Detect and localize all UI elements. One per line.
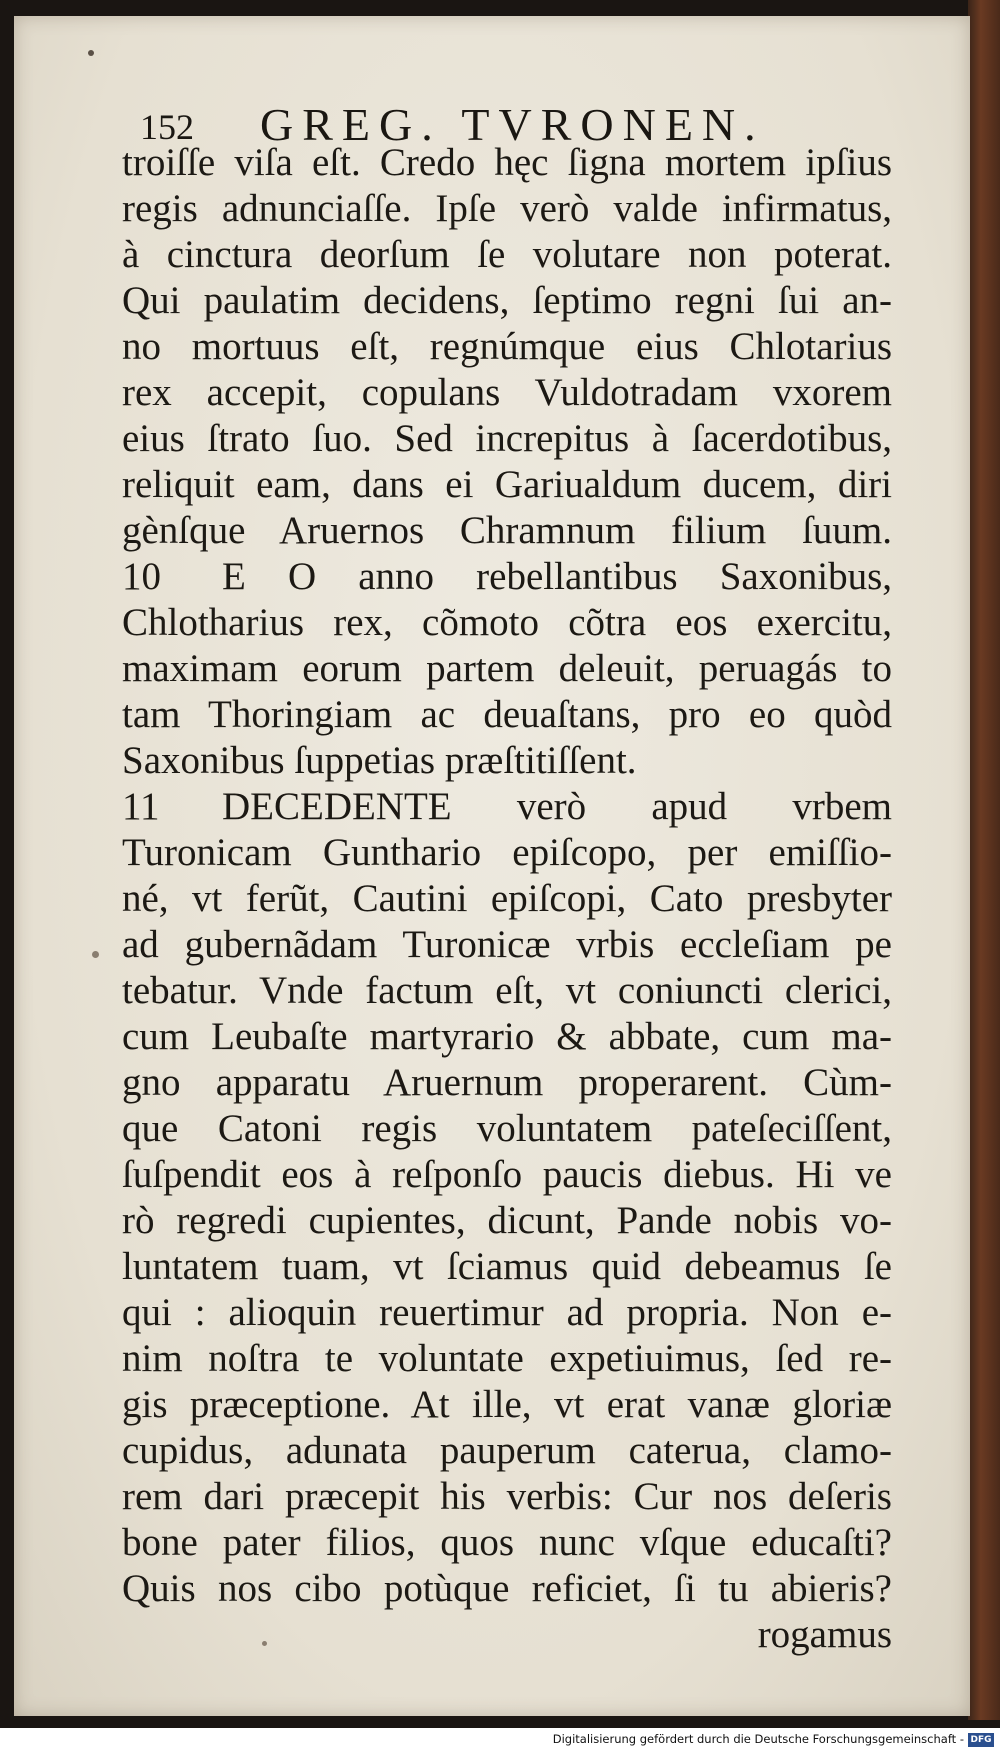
chapter-number-11: 11 <box>122 785 160 828</box>
chapter-number-10: 10 <box>122 555 161 598</box>
text-line: reliquit eam, dans ei Gariualdum ducem, diri <box>122 463 892 506</box>
text-line: qui : alioquin reuertimur ad propria. Non e- <box>122 1291 892 1334</box>
text-line: rex accepit, copulans Vuldotradam vxorem <box>122 371 892 414</box>
text-line: Saxonibus ſuppetias præſtitiſſent. <box>122 739 637 782</box>
funding-credit: Digitalisierung gefördert durch die Deutsche Forschungsgemeinschaft - <box>552 1732 964 1746</box>
paper-speck <box>88 50 94 56</box>
text-line: no mortuus eſt, regnúmque eius Chlotarius <box>122 325 892 368</box>
text-line: gno apparatu Aruernum properarent. Cùm- <box>122 1061 892 1104</box>
text-line: gis præceptione. At ille, vt erat vanæ gloriæ <box>122 1383 892 1426</box>
text-line: né, vt ferũt, Cautini epiſcopi, Cato presbyter <box>122 877 892 920</box>
text-line: tam Thoringiam ac deuaſtans, pro eo quòd <box>122 693 892 736</box>
page-number: 152 <box>140 107 194 147</box>
catchword: rogamus <box>757 1613 892 1656</box>
text-line: DECEDENTE verò apud vrbem <box>222 785 892 828</box>
running-head: GREG. TVRONEN. <box>260 99 765 150</box>
text-line: eius ſtrato ſuo. Sed increpitus à ſacerdotibus, <box>122 417 892 460</box>
text-line: Qui paulatim decidens, ſeptimo regni ſui an- <box>122 279 892 322</box>
book-cover-edge <box>968 0 1000 1720</box>
text-line: tebatur. Vnde factum eſt, vt coniuncti clerici, <box>122 969 892 1012</box>
text-line: luntatem tuam, vt ſciamus quid debeamus ſe <box>122 1245 892 1288</box>
text-line: regis adnunciaſſe. Ipſe verò valde infirmatus, <box>122 187 892 230</box>
text-line: ſuſpendit eos à reſponſo paucis diebus. Hi ve <box>122 1153 892 1196</box>
text-line: Quis nos cibo potùque reficiet, ſi tu abieris? <box>122 1567 892 1610</box>
text-line: que Catoni regis voluntatem pateſeciſſent, <box>122 1107 892 1150</box>
body-text <box>122 140 892 1658</box>
text-line: maximam eorum partem deleuit, peruagás to <box>122 647 892 690</box>
text-line: ad gubernãdam Turonicæ vrbis eccleſiam pe <box>122 923 892 966</box>
text-line: Turonicam Gunthario epiſcopo, per emiſſio- <box>122 831 892 874</box>
text-line: troiſſe viſa eſt. Credo hęc ſigna mortem ipſius <box>122 141 892 184</box>
text-line: E O anno rebellantibus Saxonibus, <box>222 555 892 598</box>
text-line: bone pater filios, quos nunc vſque educaſti? <box>122 1521 892 1564</box>
text-line: nim noſtra te voluntate expetiuimus, ſed re- <box>122 1337 892 1380</box>
chapter-11-opening <box>122 784 892 830</box>
text-line: Chlotharius rex, cõmoto cõtra eos exercitu, <box>122 601 892 644</box>
dfg-logo-icon: DFG <box>968 1733 994 1747</box>
text-line: cum Leubaſte martyrario & abbate, cum ma- <box>122 1015 892 1058</box>
text-line: gènſque Aruernos Chramnum filium ſuum. <box>122 509 892 552</box>
footer-bar <box>0 1728 1000 1752</box>
text-line: rem dari præcepit his verbis: Cur nos deſeris <box>122 1475 892 1518</box>
chapter-10-opening <box>122 554 892 600</box>
paper-speck <box>92 951 99 958</box>
text-line: cupidus, adunata pauperum caterua, clamo- <box>122 1429 892 1472</box>
text-line: à cinctura deorſum ſe volutare non poterat. <box>122 233 892 276</box>
text-line: rò regredi cupientes, dicunt, Pande nobis vo- <box>122 1199 892 1242</box>
